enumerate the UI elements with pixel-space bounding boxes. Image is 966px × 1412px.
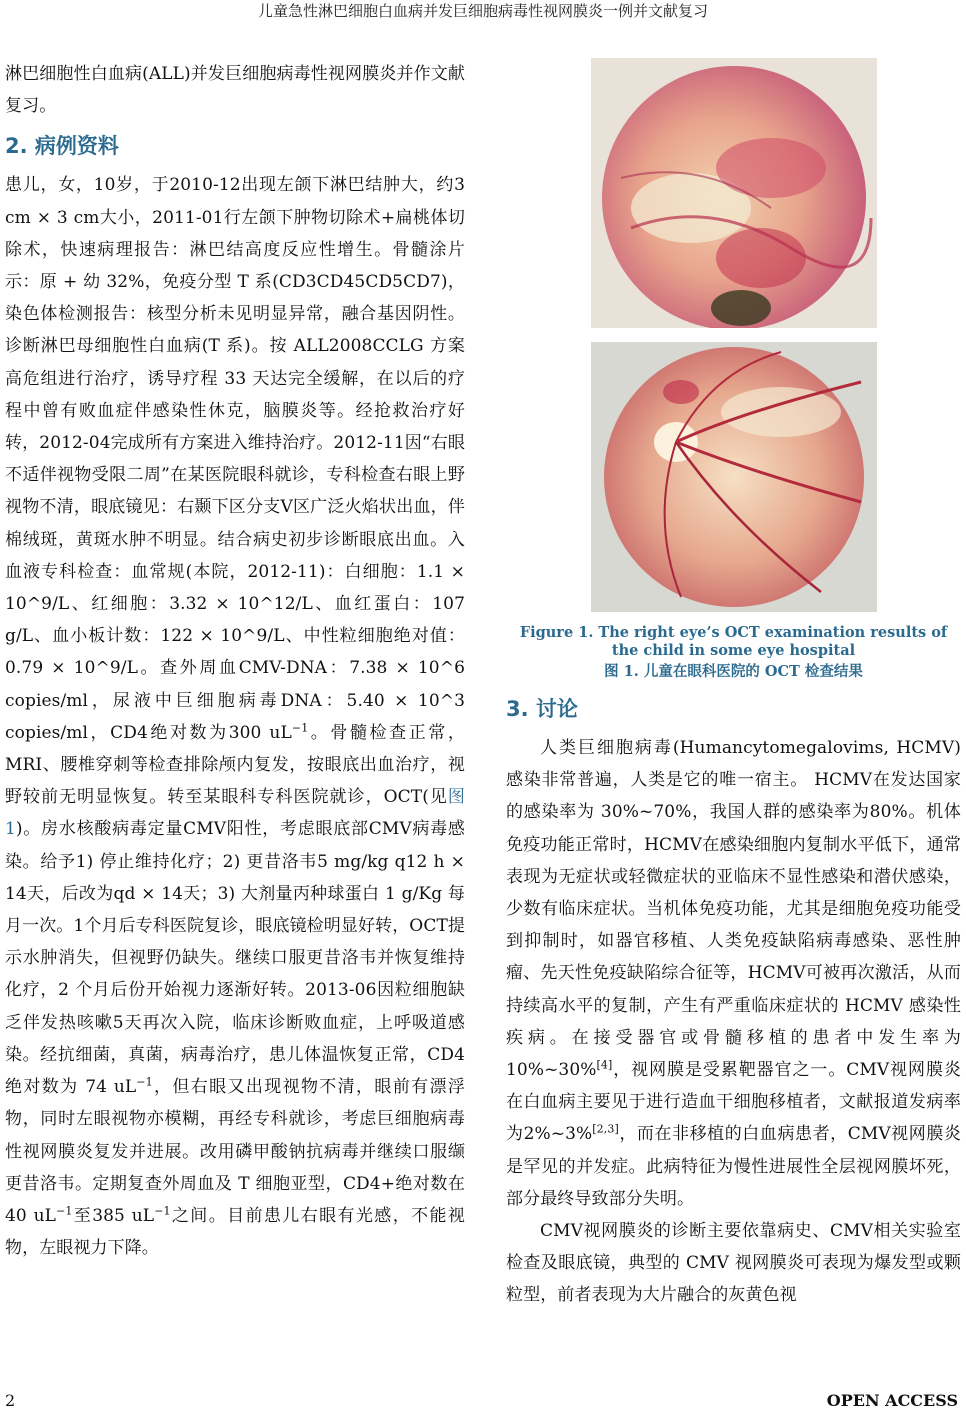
case-superscript-3: −1: [56, 1204, 73, 1218]
discussion-text-3: ，而在非移植的白血病患者，CMV视网膜炎是罕见的并发症。此病特征为慢性进展性全层视网膜坏死，部分最终导致部分失明。: [506, 1124, 961, 1209]
case-superscript-4: −1: [154, 1204, 171, 1218]
discussion-text-2: ，视网膜是受累靶器官之一。CMV视网膜炎在白血病主要见于进行造血干细胞移植者，文献报道发病率为2%~3%: [506, 1060, 961, 1145]
citation-4[interactable]: [4]: [596, 1058, 613, 1072]
figure-caption-chinese: 图 1. 儿童在眼科医院的 OCT 检查结果: [604, 663, 863, 680]
citation-2-3[interactable]: [2,3]: [592, 1122, 619, 1136]
fundus-image-top: [591, 58, 877, 328]
figure-caption-english: Figure 1. The right eye’s OCT examination results of the child in some eye hospital: [519, 624, 948, 659]
case-text-3: )。房水核酸病毒定量CMV阳性，考虑眼底部CMV病毒感染。给予1) 停止维持化疗；2) 更昔洛韦5 mg/kg q12 h × 14天，后改为qd × 14天；3) 大剂量丙种球蛋白 1 g/Kg 每月一次。1个月后专科医院复诊，眼底镜检明显好转，OCT提示水肿消失，但视野仍缺失。继续口服更昔洛韦并恢复维持化疗，2 个月后份开始视力逐渐好转。2013-06因粒细胞缺乏伴发热咳嗽5天再次入院，临床诊断败血症，上呼吸道感染。经抗细菌，真菌，病毒治疗，患儿体温恢复正常，CD4 绝对数为 74 uL: [5, 819, 465, 1098]
fundus-photo-bottom: [591, 342, 877, 612]
figure-reference-link[interactable]: 图 1: [5, 787, 465, 840]
case-superscript-1: −1: [291, 721, 309, 735]
case-paragraph: [5, 169, 465, 1264]
right-column: [506, 58, 961, 1312]
section-heading-discussion: 3. 讨论: [506, 697, 578, 721]
left-column: [5, 58, 465, 1264]
case-text-2: 。骨髓检查正常，MRI、腰椎穿刺等检查排除颅内复发，按眼底出血治疗，视野较前无明显恢复。转至某眼科专科医院就诊，OCT(见: [5, 722, 465, 808]
open-access-tag: OPEN ACCESS: [826, 1391, 958, 1410]
case-text-4: ，但右眼又出现视物不清，眼前有漂浮物，同时左眼视物亦模糊，再经专科就诊，考虑巨细胞病毒性视网膜炎复发并进展。改用磷甲酸钠抗病毒并继续口服缬更昔洛韦。定期复查外周血及 T 细胞亚型，CD4+绝对数在 40 uL: [5, 1077, 465, 1226]
figure-1: [589, 58, 879, 612]
discussion-paragraph-2: CMV视网膜炎的诊断主要依靠病史、CMV相关实验室检查及眼底镜，典型的 CMV 视网膜炎可表现为爆发型或颗粒型，前者表现为大片融合的灰黄色视: [506, 1221, 961, 1306]
case-superscript-2: −1: [136, 1075, 153, 1089]
intro-paragraph: 淋巴细胞性白血病(ALL)并发巨细胞病毒性视网膜炎并作文献复习。: [5, 64, 465, 117]
fundus-image-bottom: [591, 342, 877, 612]
case-text-5: 至385 uL: [72, 1205, 155, 1226]
page-number: 2: [5, 1391, 16, 1410]
fundus-photo-top: [591, 58, 877, 328]
section-heading-case: 2. 病例资料: [5, 134, 119, 159]
discussion-text-1: 人类巨细胞病毒(Humancytomegalovims, HCMV)感染非常普遍，人类是它的唯一宿主。 HCMV在发达国家的感染率为 30%~70%，我国人群的感染率为80%。机体免疫功能正常时，HCMV在感染细胞内复制水平低下，通常表现为无症状或轻微症状的亚临床不显性感染和潜伏感染，少数有临床症状。当机体免疫功能，尤其是细胞免疫功能受到抑制时，如器官移植、人类免疫缺陷病毒感染、恶性肿瘤、先天性免疫缺陷综合征等，HCMV可被再次激活，从而持续高水平的复制，产生有严重临床症状的 HCMV 感染性疾病。在接受器官或骨髓移植的患者中发生率为 10%~30%: [506, 738, 961, 1081]
case-text-6: 之间。目前患儿右眼有光感，不能视物，左眼视力下降。: [5, 1205, 465, 1259]
case-text-1: 患儿，女，10岁，于2010-12出现左颌下淋巴结肿大，约3 cm × 3 cm大小，2011-01行左颌下肿物切除术+扁桃体切除术，快速病理报告：淋巴结高度反应性增生。骨髓涂片示：原 + 幼 32%，免疫分型 T 系(CD3CD45CD5CD7)，染色体检测报告：核型分析未见明显异常，融合基因阴性。诊断淋巴母细胞性白血病(T 系)。按 ALL2008CCLG 方案高危组进行治疗，诱导疗程 33 天达完全缓解，在以后的疗程中曾有败血症伴感染性休克，脑膜炎等。经抢救治疗好转，2012-04完成所有方案进入维持治疗。2012-11因“右眼不适伴视物受限二周”在某医院眼科就诊，专科检查右眼上野视物不清，眼底镜见：右颞下区分支Ⅴ区广泛火焰状出血，伴棉绒斑，黄斑水肿不明显。结合病史初步诊断眼底出血。入血液专科检查：血常规(本院，2012-11)：白细胞：1.1 × 10^9/L、红细胞：3.32 × 10^12/L、血红蛋白：107 g/L、血小板计数：122 × 10^9/L、中性粒细胞绝对值：0.79 × 10^9/L。查外周血CMV-DNA：7.38 × 10^6 copies/ml，尿液中巨细胞病毒DNA：5.40 × 10^3 copies/ml，CD4绝对数为300 uL: [5, 175, 465, 743]
running-header: 儿童急性淋巴细胞白血病并发巨细胞病毒性视网膜炎一例并文献复习: [257, 2, 708, 20]
discussion-paragraph-1: [506, 732, 961, 1215]
